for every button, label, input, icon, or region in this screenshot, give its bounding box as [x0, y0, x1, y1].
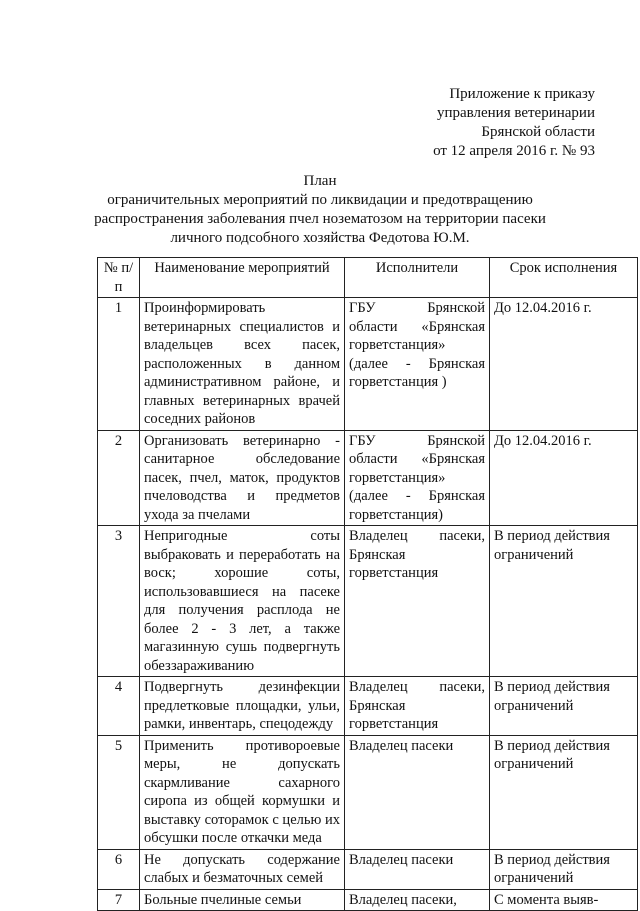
row-executors: Владелец пасеки,: [345, 889, 490, 911]
table-row: [98, 889, 638, 911]
row-term: До 12.04.2016 г.: [490, 298, 638, 431]
appendix-line: Брянской области: [481, 124, 595, 140]
plan-subtitle-line: ограничительных мероприятий по ликвидации и предотвращению: [107, 192, 533, 208]
row-term: С момента выяв-: [490, 889, 638, 911]
row-num: 5: [98, 735, 140, 849]
row-activity: Непригодные соты выбраковать и переработать на воск; хорошие соты, использовавшиеся на пасеке для получения расплода не более 2 - 3 лет, а также магазинную сушь подвергнуть обеззараживанию: [140, 526, 345, 677]
row-executors: Владелец пасеки: [345, 735, 490, 849]
plan-heading: [0, 172, 640, 248]
table-row: [98, 430, 638, 526]
row-activity: Подвергнуть дезинфекции предлетковые площадки, ульи, рамки, инвентарь, спецодежду: [140, 677, 345, 736]
plan-subtitle-line: личного подсобного хозяйства Федотова Ю.М.: [170, 230, 470, 246]
header-executors: Исполнители: [345, 258, 490, 298]
row-executors: Владелец пасеки, Брянская горветстанция: [345, 526, 490, 677]
row-term: В период действия ограничений: [490, 526, 638, 677]
plan-title: План: [303, 173, 337, 189]
appendix-header: [433, 85, 595, 161]
header-term: Срок исполнения: [490, 258, 638, 298]
table-row: [98, 677, 638, 736]
row-num: 2: [98, 430, 140, 526]
row-num: 1: [98, 298, 140, 431]
table-row: [98, 735, 638, 849]
row-term: В период действия ограничений: [490, 849, 638, 889]
row-activity: Больные пчелиные семьи: [140, 889, 345, 911]
row-num: 4: [98, 677, 140, 736]
row-term: В период действия ограничений: [490, 735, 638, 849]
row-term: До 12.04.2016 г.: [490, 430, 638, 526]
measures-table: [97, 257, 638, 911]
header-activity: Наименование мероприятий: [140, 258, 345, 298]
row-executors: Владелец пасеки, Брянская горветстанция: [345, 677, 490, 736]
row-term: В период действия ограничений: [490, 677, 638, 736]
appendix-line: управления ветеринарии: [436, 105, 595, 121]
row-num: 6: [98, 849, 140, 889]
row-activity: Применить противороевые меры, не допускать скармливание сахарного сиропа из общей кормушки и выставку соторамок с целью их обсушки после откачки меда: [140, 735, 345, 849]
table-header-row: [98, 258, 638, 298]
row-executors: ГБУ Брянской области «Брянская горветстанция» (далее - Брянская горветстанция ): [345, 298, 490, 431]
table-row: [98, 526, 638, 677]
row-num: 7: [98, 889, 140, 911]
row-activity: Проинформировать ветеринарных специалистов и владельцев всех пасек, расположенных в данном административном районе, и главных ветеринарных врачей соседних районов: [140, 298, 345, 431]
row-executors: Владелец пасеки: [345, 849, 490, 889]
table-row: [98, 298, 638, 431]
row-executors: ГБУ Брянской области «Брянская горветстанция» (далее - Брянская горветстанция): [345, 430, 490, 526]
appendix-line: Приложение к приказу: [449, 86, 595, 102]
plan-subtitle-line: распространения заболевания пчел нозематозом на территории пасеки: [94, 211, 546, 227]
header-num: № п/п: [98, 258, 140, 298]
table-row: [98, 849, 638, 889]
row-activity: Не допускать содержание слабых и безматочных семей: [140, 849, 345, 889]
row-num: 3: [98, 526, 140, 677]
appendix-line: от 12 апреля 2016 г. № 93: [433, 143, 595, 159]
row-activity: Организовать ветеринарно - санитарное обследование пасек, пчел, маток, продуктов пчеловодства и предметов ухода за пчелами: [140, 430, 345, 526]
